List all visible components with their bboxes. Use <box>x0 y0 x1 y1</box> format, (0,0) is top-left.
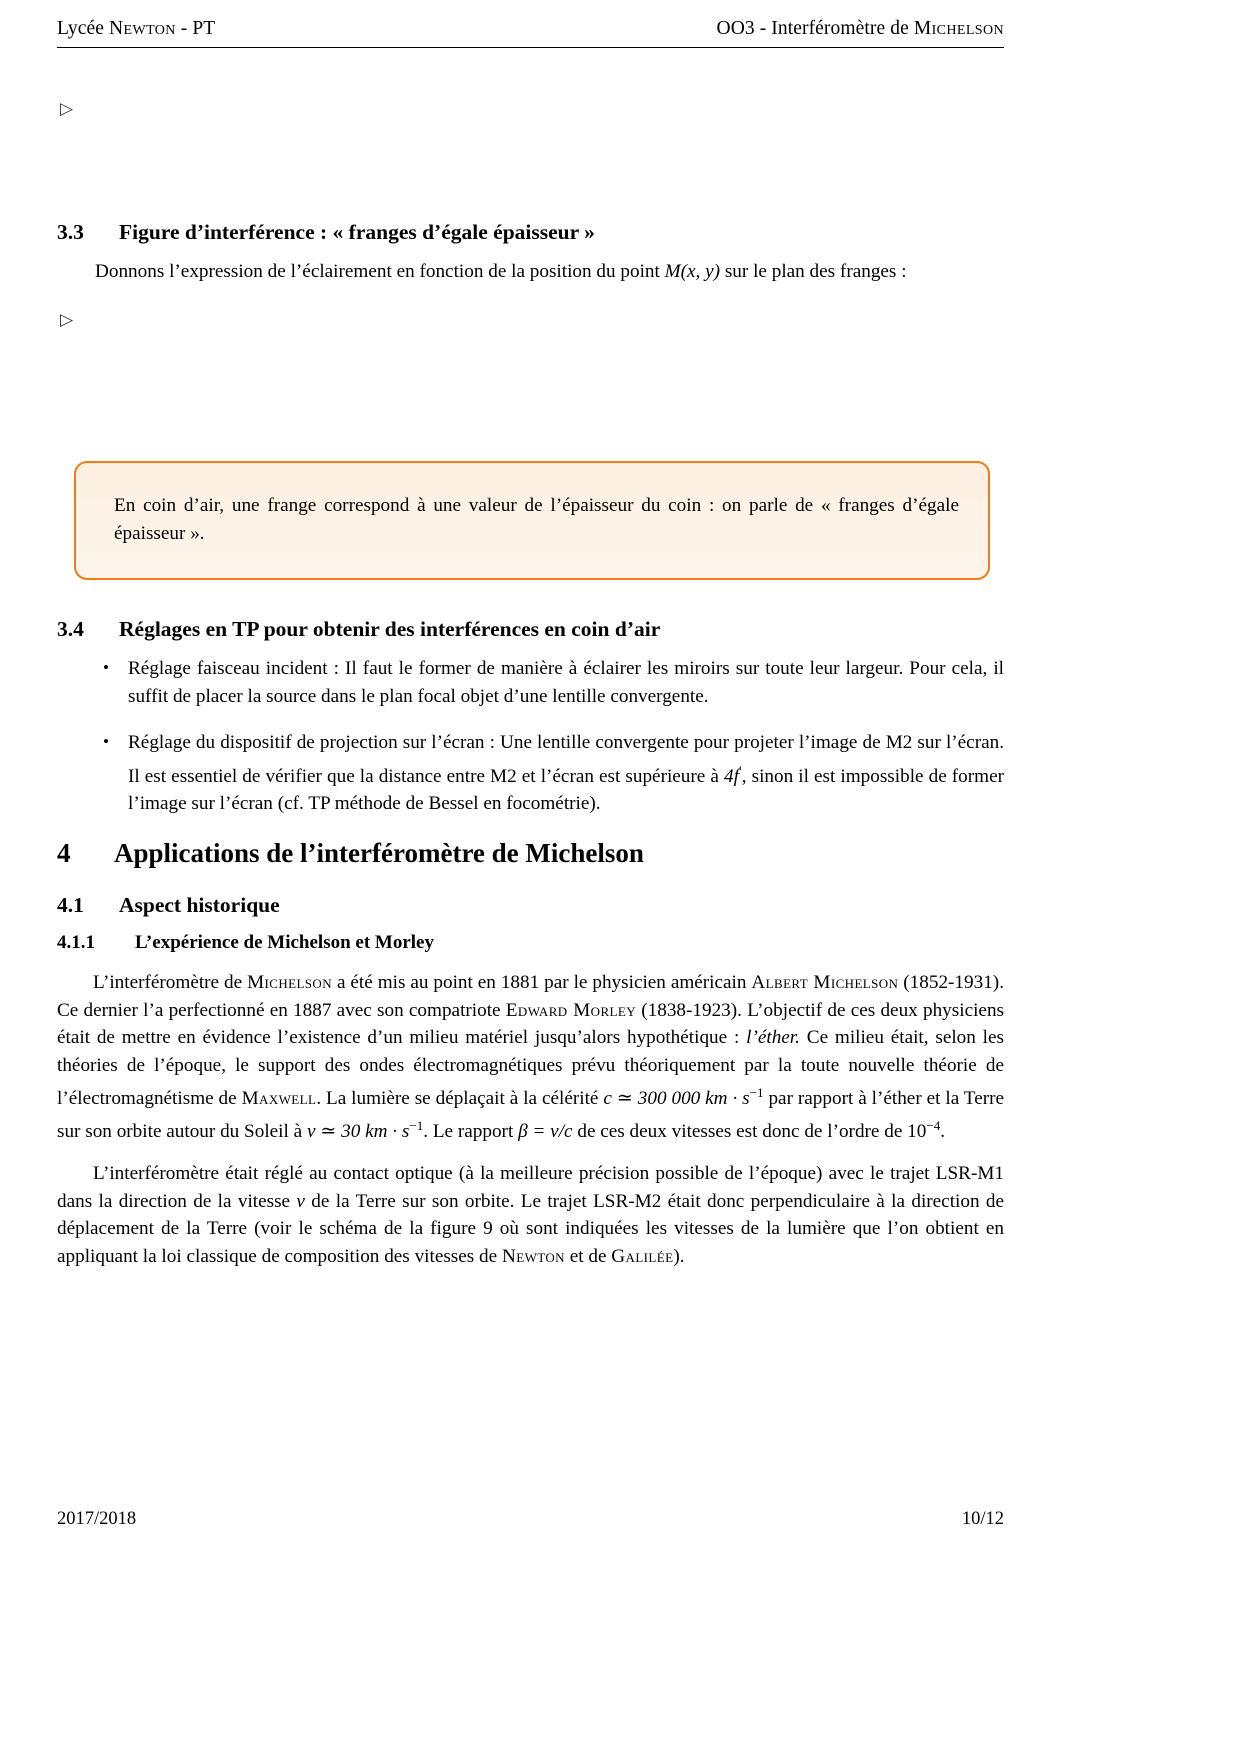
callout-text <box>114 492 959 548</box>
p2-a: L’interféromètre était réglé au contact optique (à la meilleure précision possible de l’époque) avec le trajet LSR-M1 dans la direction de la vitesse <box>57 1163 1004 1212</box>
heading-4-1-1 <box>57 932 434 954</box>
callout-box <box>74 461 990 580</box>
heading-4-1-title: Aspect historique <box>119 893 280 917</box>
page-footer <box>57 1509 1004 1530</box>
callout-line-2: d’égale épaisseur ». <box>114 495 959 544</box>
heading-4-1-1-title: L’expérience de Michelson et Morley <box>135 932 434 953</box>
bullet-2-math-prime: ′ <box>738 762 742 778</box>
p2-smallcaps-newton: Newton <box>501 1245 565 1267</box>
p1-smallcaps-edward-morley: Edward Morley <box>505 999 637 1021</box>
p1-smallcaps-albert-michelson: Albert Michelson <box>751 972 899 993</box>
header-left <box>57 18 215 40</box>
header-divider <box>57 47 1004 48</box>
heading-4-number: 4 <box>57 838 71 868</box>
page-header <box>57 18 1004 40</box>
bullet-2-math: 4f <box>723 765 739 787</box>
math-vitesse-terre-v: v <box>296 1190 305 1212</box>
paragraph-3-3-before: Donnons l’expression de l’éclairement en fonction de la position du point <box>95 261 665 282</box>
footer-page-number: 10/12 <box>961 1509 1004 1529</box>
math-celerite-c-exponent: −1 <box>749 1085 764 1100</box>
math-vitesse-v: v ≃ 30 km · s <box>306 1121 410 1143</box>
heading-3-3-title: Figure d’interférence : « franges d’égale épaisseur » <box>119 220 595 244</box>
p1-e: Ce milieu était, selon les théories de l’époque, le support des ondes électromagnétiques prévu théoriquement par la toute nouvelle théorie de l’électromagnétisme de <box>57 1027 1004 1109</box>
p1-j: . <box>940 1121 946 1143</box>
heading-4-1 <box>57 893 280 918</box>
p2-b: de la Terre sur son orbite. Le trajet LSR-M2 était donc perpendiculaire à la direction de déplacement de la Terre (voir le schéma de la figure 9 où sont indiquées les vitesses de la lumière que l’on obtient en appliquant la loi classique de composition des vitesses de <box>57 1190 1004 1267</box>
math-point-m: M(x, y) <box>664 261 721 282</box>
heading-3-3-number: 3.3 <box>57 220 84 244</box>
heading-3-4 <box>57 617 660 642</box>
p1-i: de ces deux vitesses est donc de l’ordre de 10 <box>572 1121 927 1143</box>
p2-smallcaps-galilee: Galilée <box>611 1245 674 1267</box>
callout-line-1: En coin d’air, une frange correspond à une valeur de l’épaisseur du coin : on parle de « franges <box>114 495 895 516</box>
paragraph-3-3-intro <box>95 258 1005 286</box>
footer-year: 2017/2018 <box>57 1509 137 1529</box>
math-vitesse-v-exponent: −1 <box>409 1118 424 1134</box>
heading-4 <box>57 838 644 869</box>
triangle-marker-icon: ▷ <box>60 99 74 118</box>
heading-3-4-number: 3.4 <box>57 617 84 641</box>
p1-italic-ether: l’éther. <box>746 1027 800 1048</box>
header-right <box>717 18 1004 40</box>
math-celerite-c: c ≃ 300 000 km · s <box>603 1087 750 1109</box>
p2-c: et de <box>564 1245 612 1267</box>
paragraph-historique-1 <box>57 969 1004 1146</box>
p1-b: a été mis au point en 1881 par le physicien américain <box>332 972 752 993</box>
header-left-tail: - PT <box>175 18 216 39</box>
p1-d: (1838-1923). L’objectif de ces deux physiciens était de mettre en évidence l’existence d’un milieu matériel jusqu’alors hypothétique : <box>57 999 1004 1048</box>
p1-h: . Le rapport <box>423 1121 519 1143</box>
header-right-smallcaps: Michelson <box>913 18 1004 39</box>
bullet-2-post: , sinon il est impossible de former l’image sur l’écran (cf. TP méthode de Bessel en focométrie). <box>128 765 1004 814</box>
p1-c: (1852-1931). Ce dernier l’a perfectionné en 1887 avec son compatriote <box>57 972 1004 1021</box>
paragraph-3-3-after: sur le plan des franges : <box>720 261 907 282</box>
header-left-plain: Lycée <box>57 18 110 39</box>
p1-smallcaps-maxwell: Maxwell <box>241 1087 317 1109</box>
list-item <box>99 729 1004 817</box>
p2-d: ). <box>673 1245 685 1267</box>
math-order-exponent: −4 <box>926 1118 941 1134</box>
bullet-1-text: Réglage faisceau incident : Il faut le former de manière à éclairer les miroirs sur toute leur largeur. Pour cela, il suffit de placer la source dans le plan focal objet d’une lentille convergente. <box>128 658 1004 707</box>
math-beta-ratio: β = v/c <box>518 1121 573 1143</box>
header-left-smallcaps: Newton <box>109 18 176 39</box>
p1-g: par rapport à l’éther et la Terre sur son orbite autour du Soleil à <box>57 1087 1005 1143</box>
p1-f: . La lumière se déplaçait à la célérité <box>316 1087 604 1109</box>
paragraph-historique-2 <box>57 1160 1004 1270</box>
bullet-2-pre: Réglage du dispositif de projection sur l’écran : Une lentille convergente pour projeter l’image de M2 sur l’écran. Il est essentiel de vérifier que la distance entre M2 et l’écran est supérieure à <box>128 732 1004 787</box>
heading-4-title: Applications de l’interféromètre de Michelson <box>114 838 644 868</box>
list-item <box>99 655 1004 710</box>
bullet-list-3-4 <box>99 655 1004 836</box>
p1-smallcaps-michelson: Michelson <box>247 972 332 993</box>
p1-a: L’interféromètre de <box>93 972 248 993</box>
heading-3-4-title: Réglages en TP pour obtenir des interférences en coin d’air <box>119 617 661 641</box>
heading-3-3 <box>57 220 595 245</box>
heading-4-1-1-number: 4.1.1 <box>57 932 95 953</box>
heading-4-1-number: 4.1 <box>57 893 84 917</box>
header-right-plain: OO3 - Interféromètre de <box>716 18 914 39</box>
triangle-marker-icon-2: ▷ <box>60 310 74 329</box>
